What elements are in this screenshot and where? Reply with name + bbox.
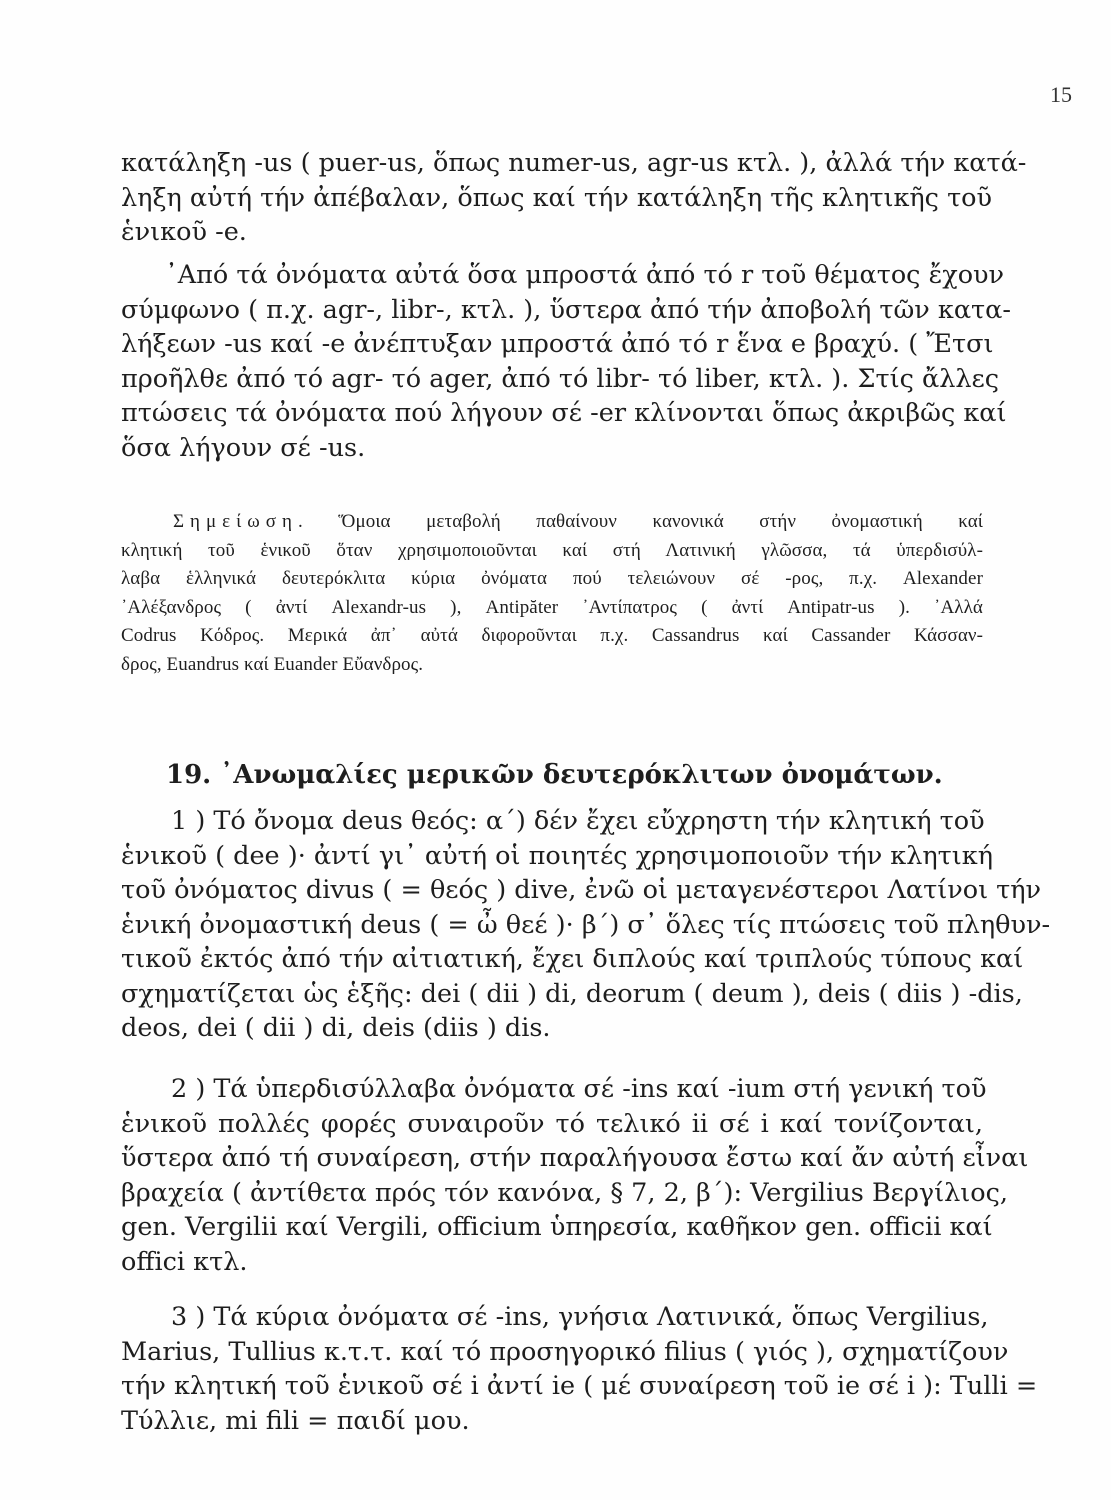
text-line: Marius, Tullius κ.τ.τ. καί τό προσηγορικό filius ( γιός ), σχηματίζουν — [121, 1336, 1009, 1367]
item-2 — [121, 1072, 1029, 1279]
text-line: πτώσεις τά ὀνόματα πού λήγουν σέ -er κλίνονται ὅπως ἀκριβῶς καί — [121, 398, 1007, 428]
text-line: τικοῦ ἐκτός ἀπό τήν αἰτιατική, ἔχει διπλούς καί τριπλούς τύπους καί — [121, 944, 1024, 974]
text-line: προῆλθε ἀπό τό agr- τό ager, ἀπό τό libr- τό liber, κτλ. ). Στίς ἄλλες — [121, 363, 1000, 394]
text-line: 2 ) Τά ὑπερδισύλλαβα ὀνόματα σέ -ins καί -ium στή γενική τοῦ — [171, 1074, 987, 1104]
item-3 — [121, 1300, 1038, 1438]
text-line: σχηματίζεται ὡς ἑξῆς: dei ( dii ) di, deorum ( deum ), deis ( diis ) -dis, — [121, 978, 1023, 1009]
text-line: τοῦ ὀνόματος divus ( = θεός ) dive, ἐνῶ οἱ μεταγενέστεροι Λατίνοι τήν — [121, 875, 1042, 905]
text-line: Τύλλιε, mi fili = παιδί μου. — [121, 1405, 470, 1436]
text-line: offici κτλ. — [121, 1246, 248, 1277]
text-line: ἑνικοῦ πολλές φορές συναιροῦν τό τελικό ii σέ i καί τονίζονται, — [121, 1108, 983, 1139]
note-line: λαβα ἑλληνικά δευτερόκλιτα κύρια ὀνόματα πού τελειώνουν σέ -ρος, π.χ. Alexander — [121, 568, 983, 589]
text-line: λήξεων -us καί -e ἀνέπτυξαν μπροστά ἀπό τό r ἕνα e βραχύ. ( Ἔτσι — [121, 329, 994, 359]
note-label: Σημείωση — [173, 511, 298, 532]
note-line: ᾿Αλέξανδρος ( ἀντί Alexandr-us ), Antipăter ᾿Αντίπατρος ( ἀντί Antipatr-us ). ᾿Αλλά — [121, 596, 983, 618]
text-line: ᾿Από τά ὀνόματα αὐτά ὅσα μπροστά ἀπό τό r τοῦ θέματος ἔχουν — [165, 260, 1005, 290]
paragraph-2 — [121, 258, 1011, 465]
text-line: βραχεία ( ἀντίθετα πρός τόν κανόνα, § 7, 2, β΄): Vergilius Βεργίλιος, — [121, 1177, 1009, 1208]
text-line: deos, dei ( dii ) di, deis (diis ) dis. — [121, 1013, 551, 1043]
text-line: 1 ) Τό ὄνομα deus θεός: α΄) δέν ἔχει εὔχρηστη τήν κλητική τοῦ — [171, 806, 985, 836]
page-number: 15 — [1050, 82, 1072, 107]
text-line: ἑνικοῦ -e. — [121, 217, 247, 247]
text-line: ληξη αὐτή τήν ἀπέβαλαν, ὅπως καί τήν κατάληξη τῆς κλητικῆς τοῦ — [121, 182, 993, 213]
section-heading: 19. ᾿Ανωμαλίες μερικῶν δευτερόκλιτων ὀνομάτων. — [166, 760, 943, 790]
note-block — [121, 508, 983, 679]
text-line: σύμφωνο ( π.χ. agr-, libr-, κτλ. ), ὕστερα ἀπό τήν ἀποβολή τῶν κατα- — [121, 294, 1011, 325]
note-line: κλητική τοῦ ἑνικοῦ ὅταν χρησιμοποιοῦνται καί στή Λατινική γλῶσσα, τά ὑπερδισύλ- — [121, 539, 983, 561]
paragraph-1 — [121, 146, 1027, 250]
text-line: gen. Vergilii καί Vergili, officium ὑπηρεσία, καθῆκον gen. officii καί — [121, 1212, 993, 1242]
text-line: ὅσα λήγουν σέ -us. — [121, 432, 366, 463]
note-line: δρος, Euandrus καί Euander Εὔανδρος. — [121, 653, 424, 675]
text-line: ὕστερα ἀπό τή συναίρεση, στήν παραλήγουσα ἔστω καί ἄν αὐτή εἶναι — [121, 1143, 1029, 1173]
note-first-line — [121, 508, 983, 537]
text-line: τήν κλητική τοῦ ἑνικοῦ σέ i ἀντί ie ( μέ συναίρεση τοῦ ie σέ i ): Tulli = — [121, 1371, 1038, 1401]
item-1 — [121, 804, 1051, 1046]
text-line: ἑνική ὀνομαστική deus ( = ὦ θεέ )· β΄) σ᾿ ὅλες τίς πτώσεις τοῦ πληθυν- — [121, 909, 1051, 940]
text-line: 3 ) Τά κύρια ὀνόματα σέ -ins, γνήσια Λατινικά, ὅπως Vergilius, — [171, 1302, 989, 1332]
text-line: ἑνικοῦ ( dee )· ἀντί γι᾿ αὐτή οἱ ποιητές χρησιμοποιοῦν τήν κλητική — [121, 840, 994, 871]
text-line: κατάληξη -us ( puer-us, ὅπως numer-us, agr-us κτλ. ), ἀλλά τήν κατά- — [121, 148, 1027, 178]
note-first-line-text: . Ὅμοια μεταβολή παθαίνουν κανονικά στήν ὀνομαστική καί — [297, 511, 983, 532]
note-line: Codrus Κόδρος. Μερικά ἀπ᾿ αὐτά διφοροῦνται π.χ. Cassandrus καί Cassander Κάσσαν- — [121, 625, 983, 646]
